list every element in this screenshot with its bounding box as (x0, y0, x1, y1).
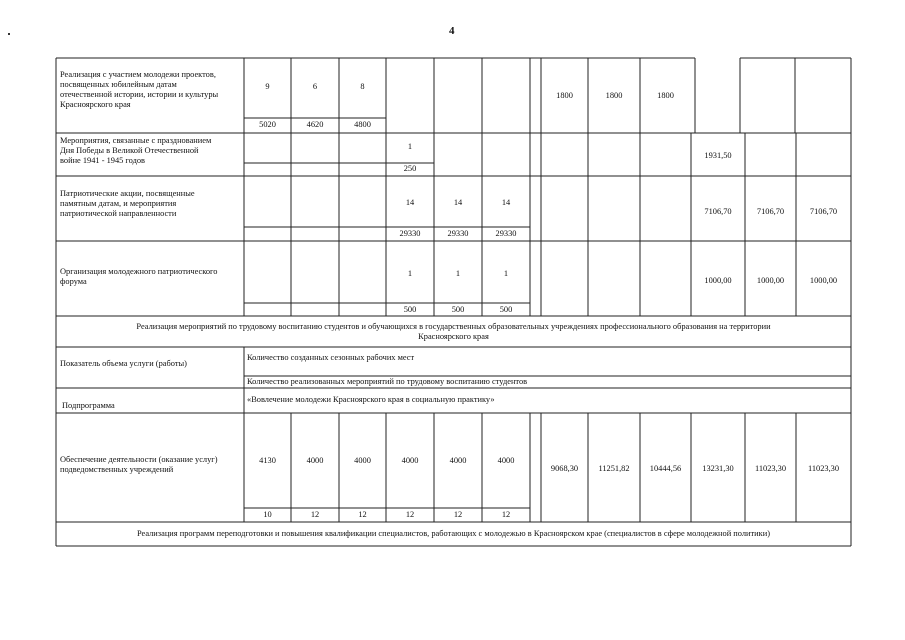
cell-value: 9068,30 (550, 464, 579, 473)
cell-value: 10 (263, 510, 272, 519)
cell-value: 1800 (605, 91, 623, 100)
cell-value: 500 (499, 305, 513, 314)
cell-value: 29330 (399, 229, 421, 238)
page-number: 4 (449, 25, 455, 37)
cell-value: 29330 (447, 229, 469, 238)
cell-value: 12 (358, 510, 367, 519)
cell-value: 12 (310, 510, 320, 519)
row-label-patriotic-actions: Патриотические акции, посвященные памятным датам, и мероприятия патриотической направленности (60, 189, 195, 218)
cell-value: 4800 (354, 120, 371, 129)
cell-value: 4000 (449, 456, 467, 465)
cell-value: 7106,70 (756, 207, 785, 216)
cell-value: 1800 (556, 91, 573, 100)
cell-value: 4620 (306, 120, 324, 129)
cell-value: 8 (360, 82, 365, 91)
cell-value: 13231,30 (702, 464, 734, 473)
section-heading-labor: Реализация мероприятий по трудовому воспитанию студентов и обучающихся в государственных образовательных учреждениях профессионального образования на территории Красноярского края (136, 322, 771, 341)
indicator-seasonal-jobs: Количество созданных сезонных рабочих мест (247, 353, 415, 362)
cell-value: 4000 (354, 456, 371, 465)
cell-value: 1 (503, 269, 509, 278)
row-label-youth-projects: Реализация с участием молодежи проектов, посвященных юбилейным датам отечественной истории, истории и культуры Красноярского края (60, 70, 219, 109)
cell-value: 1931,50 (704, 151, 732, 160)
cell-value: 6 (312, 82, 318, 91)
cell-value: 12 (501, 510, 511, 519)
cell-value: 4000 (306, 456, 324, 465)
cell-value: 4000 (497, 456, 515, 465)
cell-value: 11251,82 (598, 464, 630, 473)
cell-value: 250 (403, 164, 417, 173)
cell-value: 1000,00 (756, 276, 785, 285)
indicator-labor-events: Количество реализованных мероприятий по трудовому воспитанию студентов (247, 377, 528, 386)
section-heading-retraining: Реализация программ переподготовки и повышения квалификации специалистов, работающих с молодежью в Красноярском крае (специалистов в сфере молодежной политики) (136, 529, 771, 538)
cell-value: 7106,70 (704, 207, 732, 216)
cell-value: 4000 (401, 456, 419, 465)
cell-value: 14 (405, 198, 415, 207)
subprogram-title: «Вовлечение молодежи Красноярского края в социальную практику» (247, 395, 495, 404)
subprogram-label: Подпрограмма (62, 401, 115, 410)
cell-value: 1 (407, 142, 413, 151)
cell-value: 4130 (259, 456, 276, 465)
cell-value: 1 (407, 269, 413, 278)
cell-value: 1 (455, 269, 461, 278)
cell-value: 500 (451, 305, 465, 314)
cell-value: 1800 (657, 91, 674, 100)
cell-value: 1000,00 (809, 276, 838, 285)
row-label-institutions: Обеспечение деятельности (оказание услуг) подведомственных учреждений (60, 455, 218, 474)
row-label-forum: Организация молодежного патриотического форума (60, 267, 218, 286)
row-label-victory-day: Мероприятия, связанные с празднованием Дня Победы в Великой Отечественной войне 1941 - 1945 годов (60, 136, 212, 165)
cell-value: 11023,30 (807, 464, 840, 473)
cell-value: 10444,56 (649, 464, 682, 473)
cell-value: 12 (453, 510, 463, 519)
cell-value: 11023,30 (754, 464, 787, 473)
cell-value: 1000,00 (704, 276, 732, 285)
cell-value: 7106,70 (809, 207, 838, 216)
cell-value: 29330 (495, 229, 517, 238)
cell-value: 14 (501, 198, 511, 207)
cell-value: 5020 (259, 120, 276, 129)
indicator-label: Показатель объема услуги (работы) (60, 359, 187, 368)
cell-value: 500 (403, 305, 417, 314)
cell-value: 9 (265, 82, 270, 91)
cell-value: 12 (405, 510, 415, 519)
cell-value: 14 (453, 198, 463, 207)
